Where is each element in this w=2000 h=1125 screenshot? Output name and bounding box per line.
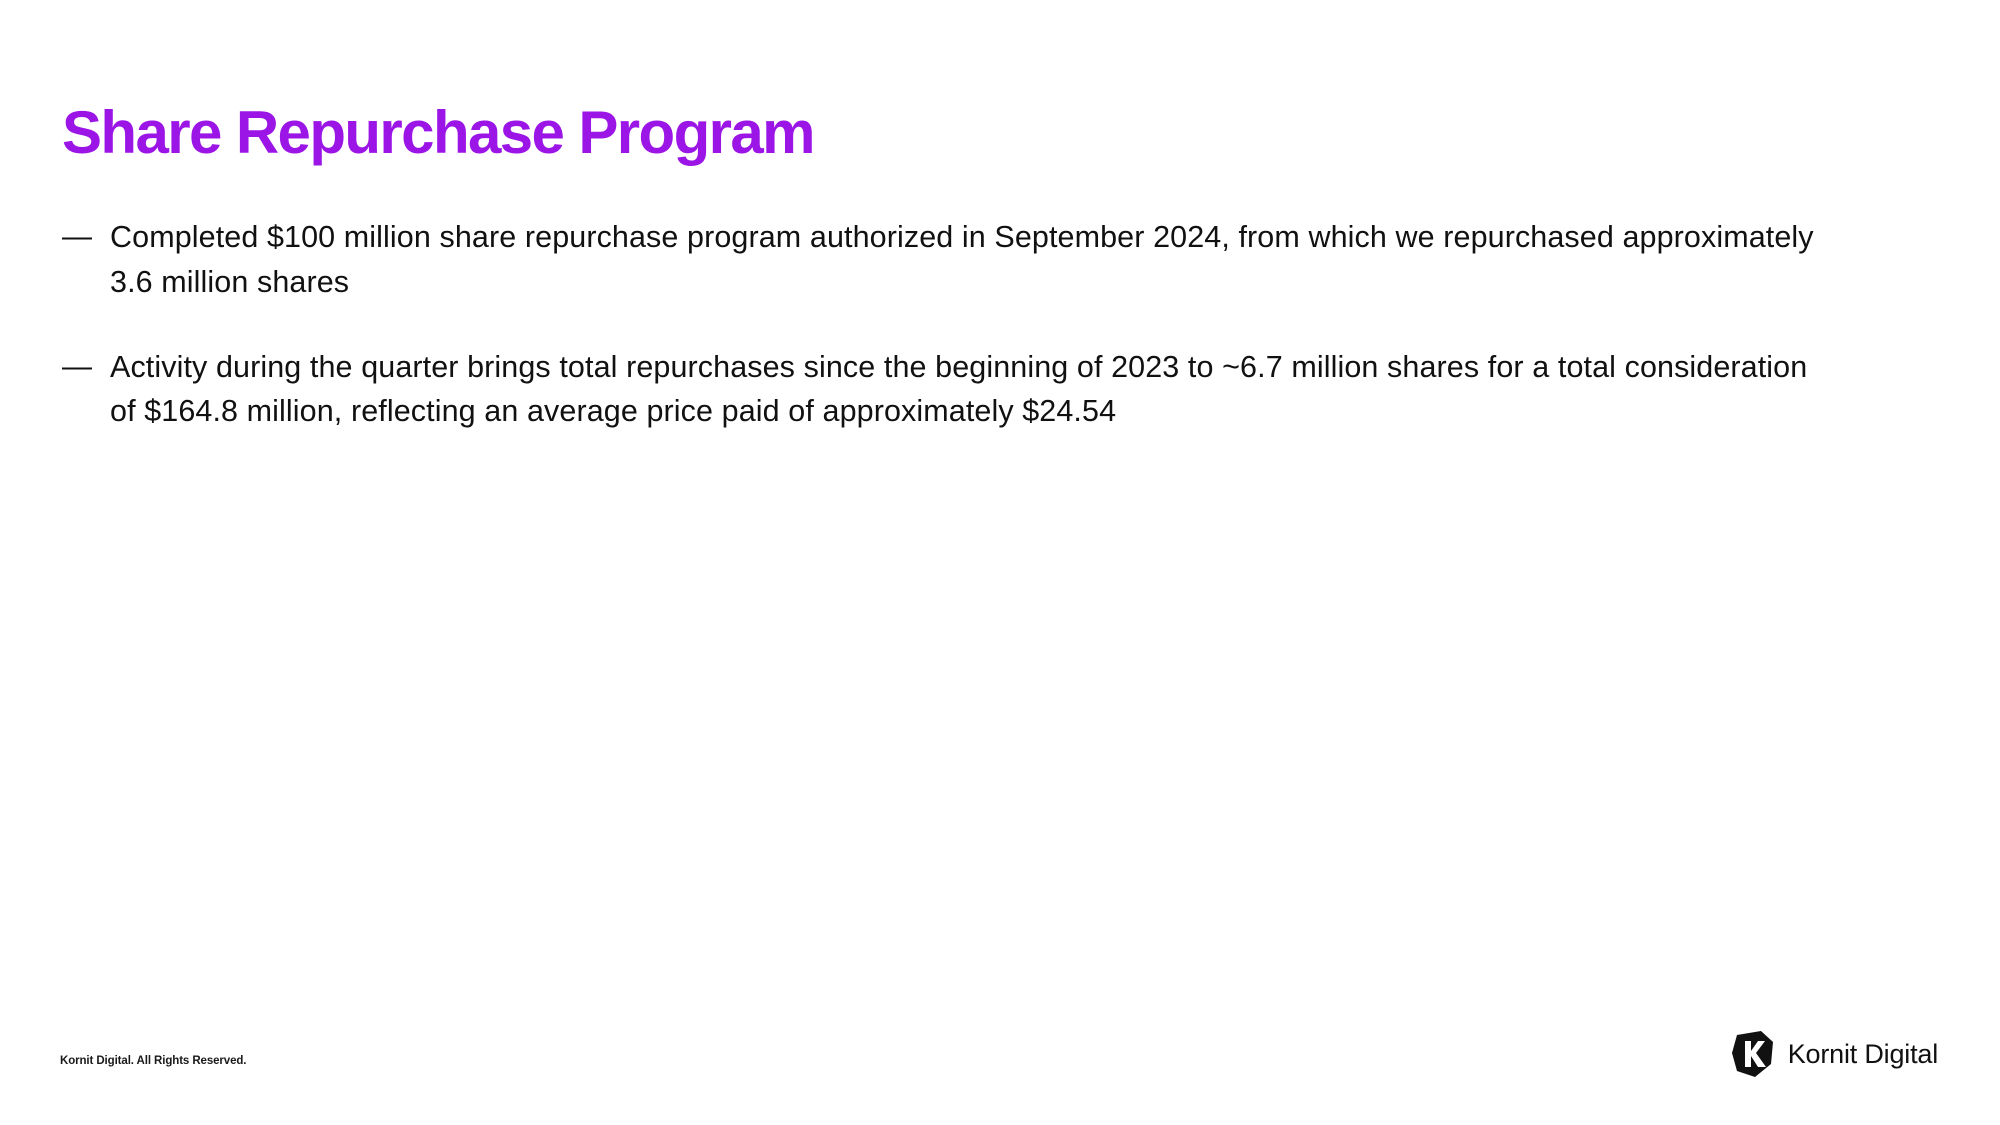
copyright-text: Kornit Digital. All Rights Reserved. — [60, 1055, 247, 1067]
brand-name-label: Kornit Digital — [1787, 1038, 1938, 1069]
page-title: Share Repurchase Program — [62, 99, 814, 167]
brand-logo — [1731, 1031, 1938, 1077]
list-item — [62, 345, 1892, 435]
list-item — [62, 215, 1892, 305]
list-item-text: Completed $100 million share repurchase program authorized in September 2024, from which we repurchased approximately 3.6 million shares — [110, 220, 1814, 299]
kornit-k-logo-icon — [1731, 1031, 1775, 1077]
bullet-marker-icon: — — [62, 220, 92, 253]
list-item-text: Activity during the quarter brings total repurchases since the beginning of 2023 to ~6.7 million shares for a total consideration of $164.8 million, reflecting an average price paid of approximately $24.54 — [110, 349, 1808, 429]
bullet-marker-icon: — — [62, 349, 92, 383]
bullet-list — [62, 215, 1892, 474]
